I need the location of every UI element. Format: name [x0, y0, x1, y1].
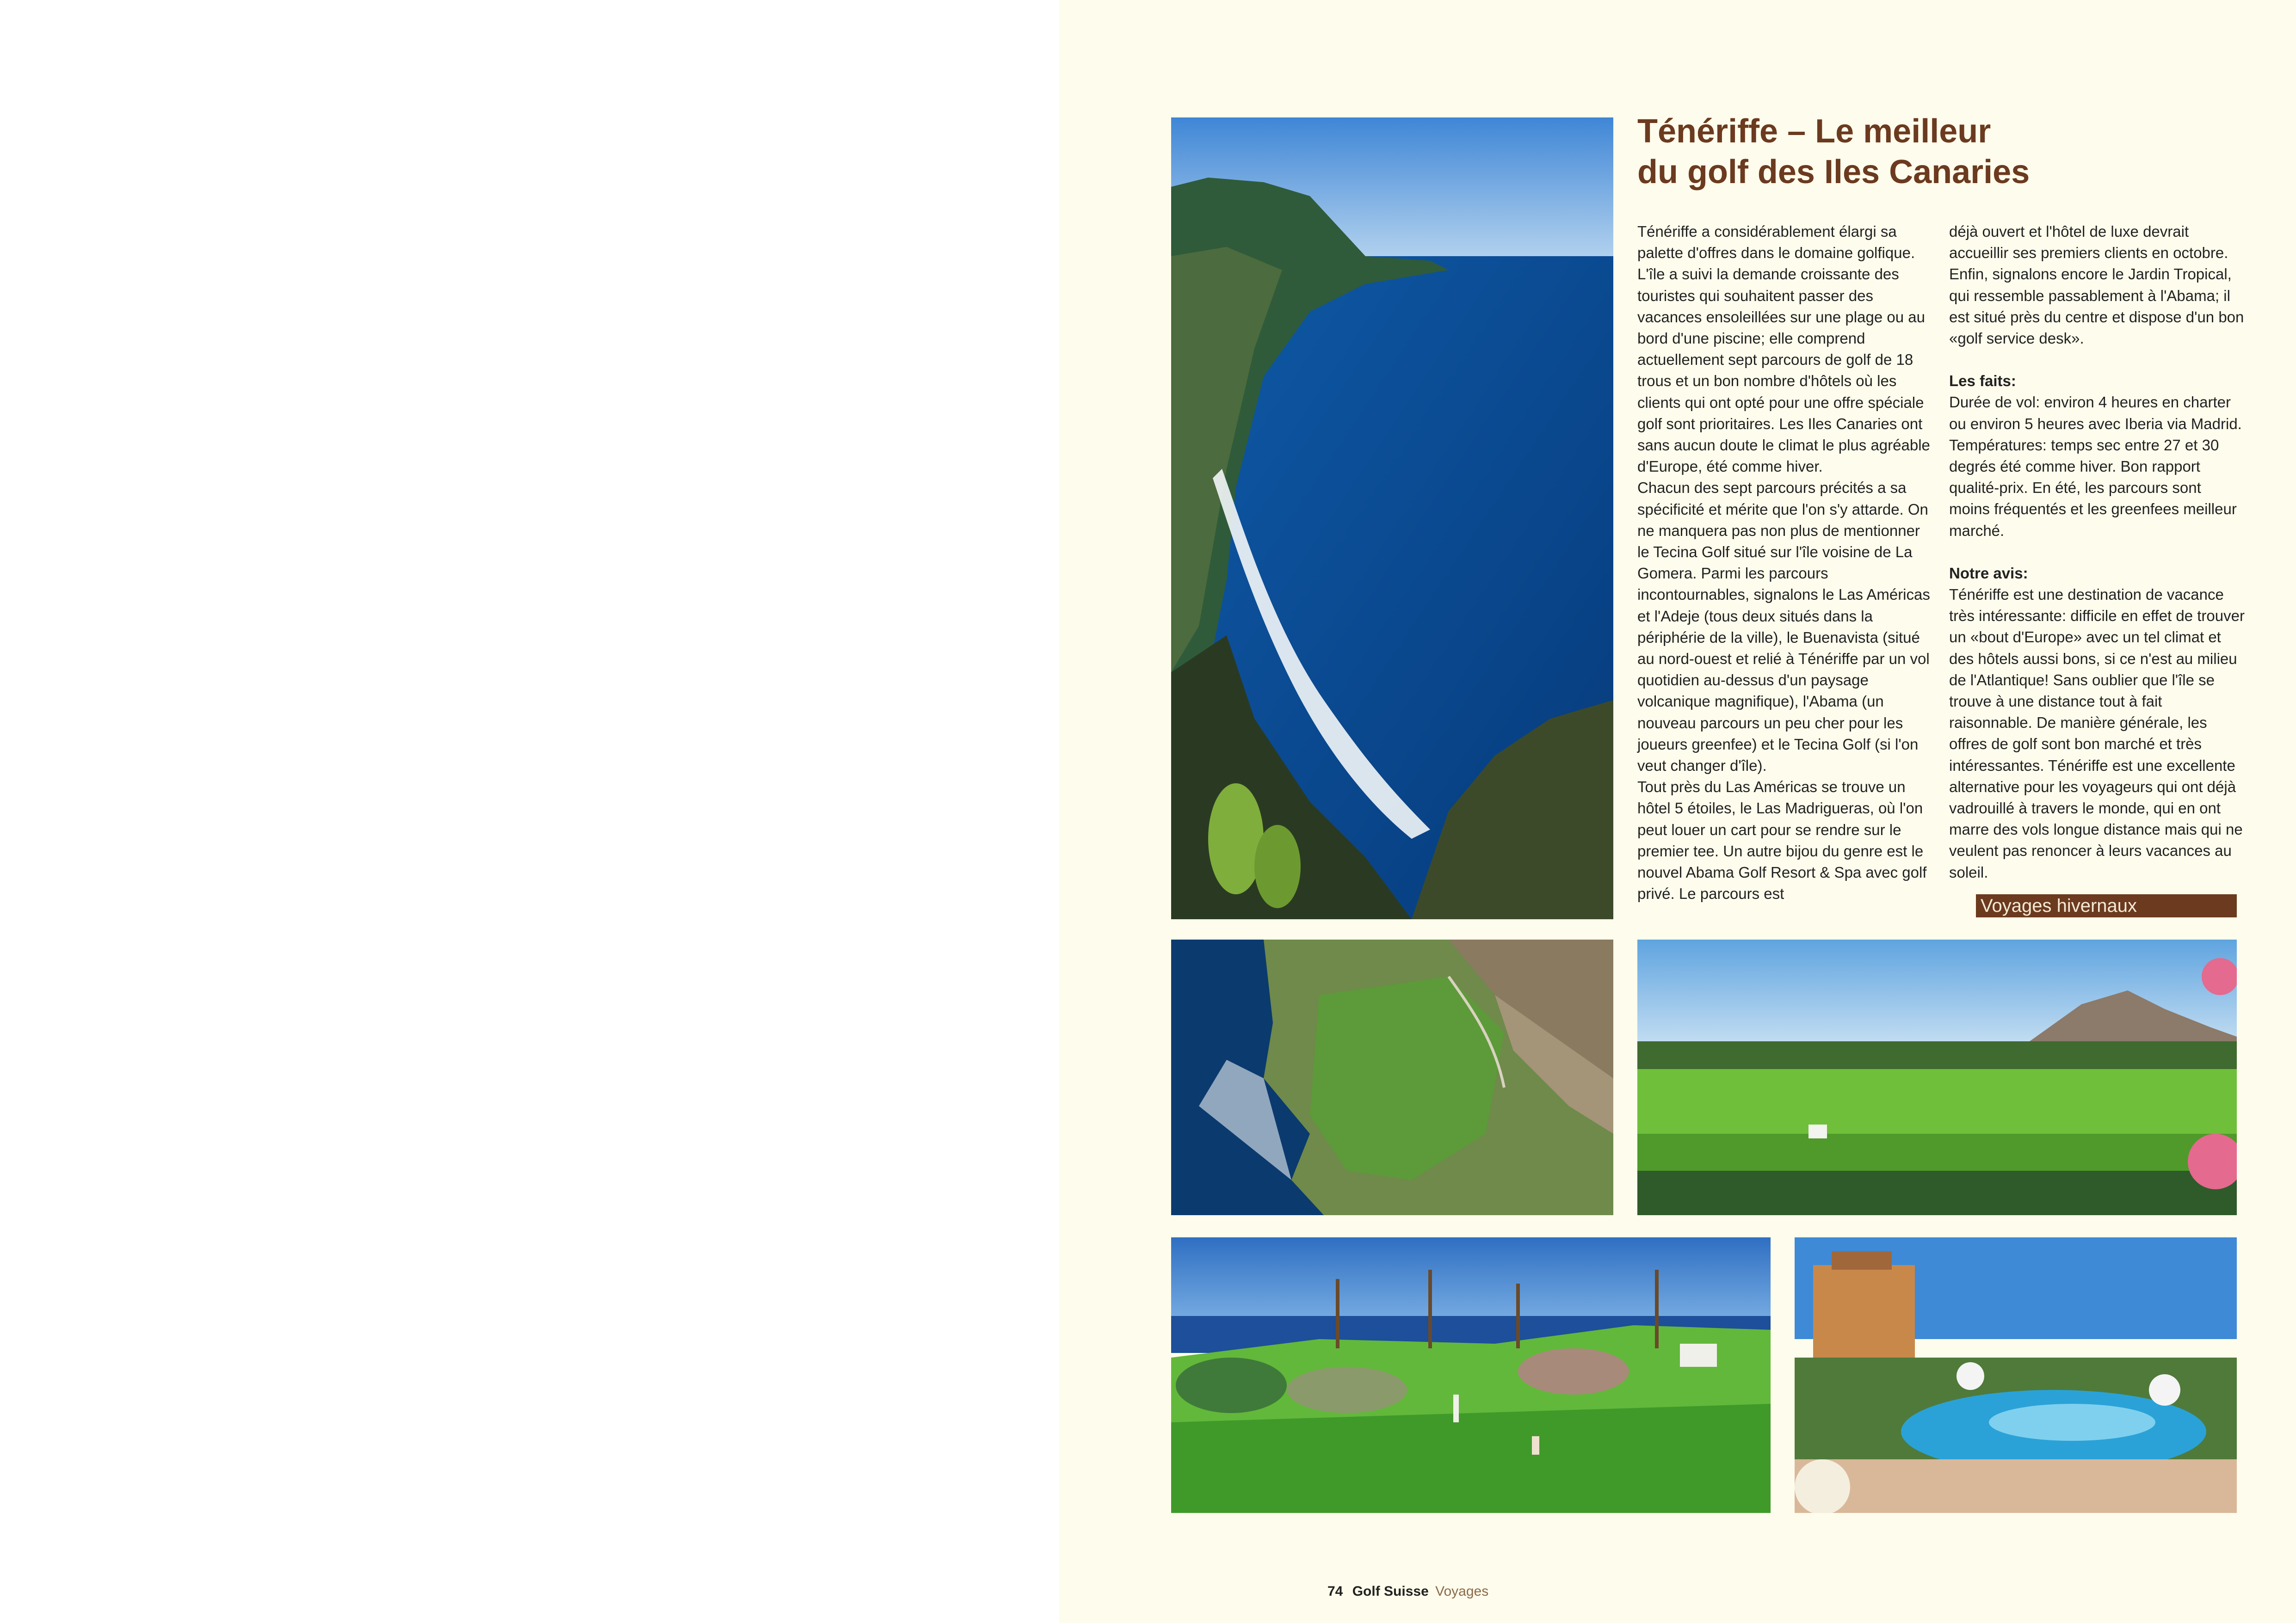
facts-text: Durée de vol: environ 4 heures en charter ou environ 5 heures avec Iberia via Madrid. Températures: temps sec entre 27 et 30 degrés été comme hiver. Bon rapport qualité-prix. En été, les parcours sont moins fréquentés et les greenfees meilleur marché. — [1949, 393, 2242, 539]
putting-green-palms-photo — [1171, 1237, 1771, 1513]
paragraph: Tout près du Las Américas se trouve un hôtel 5 étoiles, le Las Madrigueras, où l'on peut louer un cart pour se rendre sur le premier tee. Un autre bijou du genre est le nouvel Abama Golf Resort & Spa avec golf privé. Le parcours est — [1637, 778, 1927, 903]
title-line-2: du golf des Iles Canaries — [1637, 154, 2030, 191]
article-column-2 — [1949, 221, 2245, 883]
page-footer — [1327, 1584, 1488, 1599]
golf-mountain-photo — [1637, 940, 2237, 1215]
aerial-golf-course-photo — [1171, 940, 1613, 1215]
article-column-1 — [1637, 221, 1933, 905]
magazine-name: Golf Suisse — [1352, 1584, 1429, 1599]
opinion-text: Ténériffe est une destination de vacance très intéressante: difficile en effet de trouver un «bout d'Europe» avec un tel climat et des hôtels aussi bons, si ce n'est au milieu de l'Atlantique! Sans oublier que l'île se trouve à une distance tout à fait raisonnable. De manière générale, les offres de golf sont bon marché et très intéressantes. Ténériffe est une excellente alternative pour les voyageurs qui ont déjà vadrouillé à travers le monde, qui en ont marre des vols longue distance mais qui ne veulent pas renoncer à leurs vacances au soleil. — [1949, 586, 2245, 881]
section-name: Voyages — [1435, 1584, 1489, 1599]
coast-cliff-photo — [1171, 117, 1613, 919]
resort-pool-photo — [1795, 1237, 2237, 1513]
facts-heading: Les faits: — [1949, 372, 2016, 390]
title-line-1: Ténériffe – Le meilleur — [1637, 113, 1991, 150]
paragraph: Ténériffe a considérablement élargi sa palette d'offres dans le domaine golfique. L'île a suivi la demande croissante des touristes qui souhaitent passer des vacances ensoleillées sur une plage ou au bord d'une piscine; elle comprend actuellement sept parcours de golf de 18 trous et un bon nombre d'hôtels où les clients qui ont opté pour une offre spéciale golf sont prioritaires. Les Iles Canaries ont sans aucun doute le climat le plus agréable d'Europe, été comme hiver. — [1637, 223, 1930, 475]
page-number: 74 — [1327, 1584, 1343, 1599]
article-title — [1637, 111, 2239, 192]
opinion-heading: Notre avis: — [1949, 564, 2028, 582]
section-band: Voyages hivernaux — [1976, 894, 2237, 917]
paragraph: déjà ouvert et l'hôtel de luxe devrait accueillir ses premiers clients en octobre. Enfin, signalons encore le Jardin Tropical, qui ressemble passablement à l'Abama; il est situé près du centre et dispose d'un bon «golf service desk». — [1949, 223, 2244, 347]
paragraph: Chacun des sept parcours précités a sa spécificité et mérite que l'on s'y attarde. On ne manquera pas non plus de mentionner le Tecina Golf situé sur l'île voisine de La Gomera. Parmi les parcours incontournables, signalons le Las Américas et l'Adeje (tous deux situés dans la périphérie de la ville), le Buenavista (situé au nord-ouest et relié à Ténériffe par un vol quotidien au-dessus d'un paysage volcanique magnifique), l'Abama (un nouveau parcours un peu cher pour les joueurs greenfee) et le Tecina Golf (si l'on veut changer d'île). — [1637, 479, 1930, 775]
